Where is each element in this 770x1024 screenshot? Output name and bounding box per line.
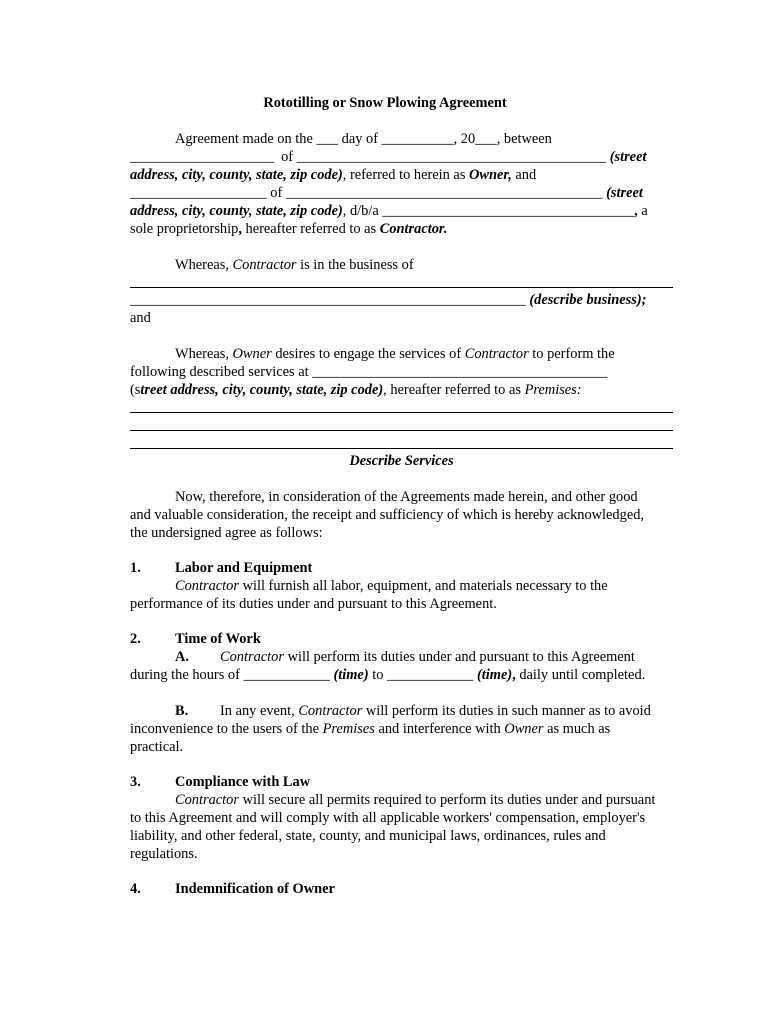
- consideration-line-1: Now, therefore, in consideration of the Agreements made herein, and other good: [175, 489, 638, 505]
- section-2b-line-1: In any event, Contractor will perform its duties in such manner as to avoid: [220, 703, 651, 719]
- section-3-line-1: Contractor will secure all permits required to perform its duties under and pursuant: [175, 792, 656, 808]
- premises-line: (street address, city, county, state, zip code), hereafter referred to as Premises:: [130, 382, 582, 398]
- intro-line-2: ____________________ of ___________________________________________ (street: [130, 149, 647, 165]
- blank-rule: [130, 430, 673, 431]
- section-1-number: 1.: [130, 560, 141, 576]
- section-2a-line-1: Contractor will perform its duties under and pursuant to this Agreement: [220, 649, 635, 665]
- intro-line-4: ___________________ of ____________________________________________ (street: [130, 185, 643, 201]
- section-2b-label: B.: [175, 703, 189, 719]
- describe-services-label: Describe Services: [349, 453, 454, 469]
- intro-line-1: Agreement made on the ___ day of __________, 20___, between: [175, 131, 552, 147]
- section-4-number: 4.: [130, 881, 141, 897]
- section-3-heading: Compliance with Law: [175, 774, 311, 790]
- section-1-line-2: performance of its duties under and pursuant to this Agreement.: [130, 596, 497, 612]
- intro-line-5: address, city, county, state, zip code), d/b/a ___________________________________, a: [130, 203, 648, 219]
- whereas-business-line: Whereas, Contractor is in the business of: [175, 257, 414, 273]
- section-2b-line-2: inconvenience to the users of the Premises and interference with Owner as much as: [130, 721, 611, 737]
- section-3-line-4: regulations.: [130, 846, 198, 862]
- whereas-and: and: [130, 310, 151, 326]
- document-title: Rototilling or Snow Plowing Agreement: [263, 95, 507, 111]
- whereas-owner-line: Whereas, Owner desires to engage the services of Contractor to perform the: [175, 346, 615, 362]
- section-2a-line-2: during the hours of ____________ (time) to ____________ (time), daily until completed.: [130, 667, 646, 683]
- section-2a-label: A.: [175, 649, 189, 665]
- section-4-heading: Indemnification of Owner: [175, 881, 335, 897]
- services-address-line: following described services at _________________________________________: [130, 364, 608, 380]
- section-2b-line-3: practical.: [130, 739, 184, 755]
- section-1-heading: Labor and Equipment: [175, 560, 313, 576]
- blank-rule: [130, 448, 673, 449]
- section-3-line-3: liability, and other federal, state, county, and municipal laws, ordinances, rules and: [130, 828, 606, 844]
- consideration-line-2: and valuable consideration, the receipt and sufficiency of which is hereby acknowledged,: [130, 507, 645, 523]
- section-2-number: 2.: [130, 631, 141, 647]
- blank-rule: [130, 287, 673, 288]
- intro-line-3: address, city, county, state, zip code), referred to herein as Owner, and: [130, 167, 537, 183]
- describe-business-line: _______________________________________________________ (describe business);: [130, 292, 647, 308]
- section-3-number: 3.: [130, 774, 141, 790]
- section-3-line-2: to this Agreement and will comply with all applicable workers' compensation, employer's: [130, 810, 646, 826]
- section-1-line-1: Contractor will furnish all labor, equipment, and materials necessary to the: [175, 578, 608, 594]
- section-2-heading: Time of Work: [175, 631, 261, 647]
- consideration-line-3: the undersigned agree as follows:: [130, 525, 323, 541]
- blank-rule: [130, 412, 673, 413]
- intro-line-6: sole proprietorship, hereafter referred to as Contractor.: [130, 221, 448, 237]
